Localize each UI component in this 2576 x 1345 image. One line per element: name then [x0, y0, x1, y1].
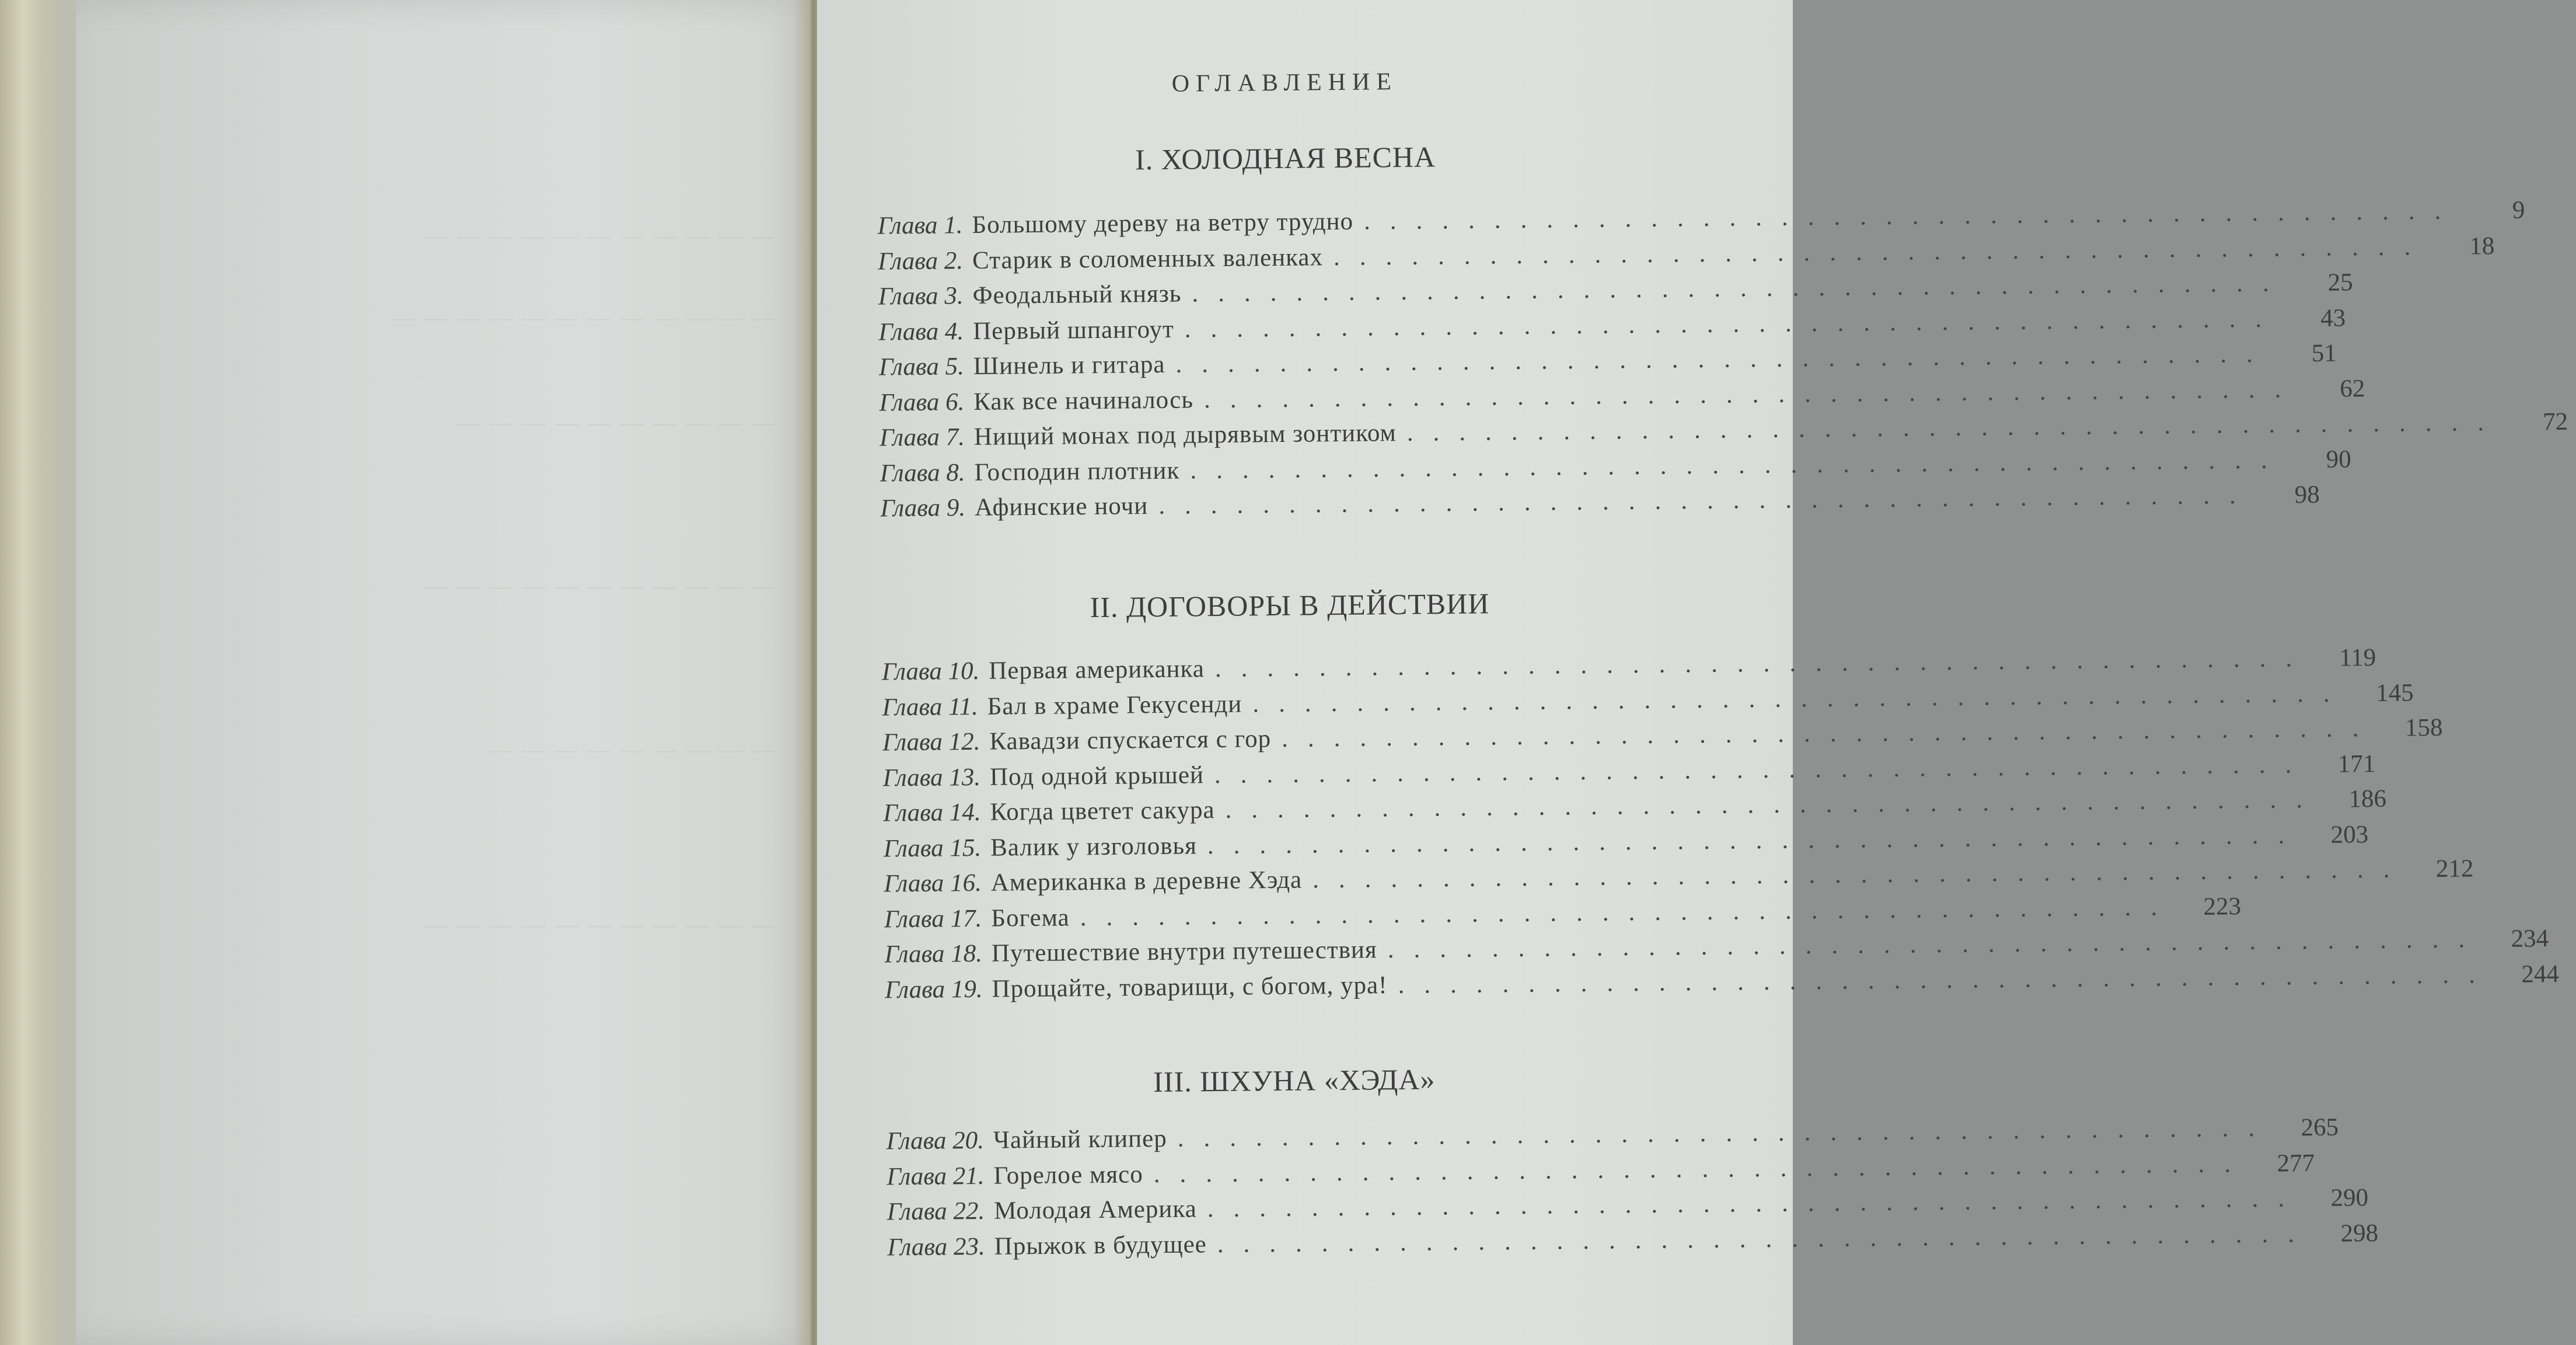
chapter-page: 171: [2337, 750, 2376, 778]
show-through-line: — — — — — — — — —: [490, 736, 776, 762]
chapter-title: Валик у изголовья: [990, 831, 1198, 862]
chapter-title: Первая американка: [989, 655, 1205, 685]
section-3-title: III. ШХУНА «ХЭДА»: [1153, 1062, 1436, 1099]
dot-leader: ..........................................: [1080, 893, 2177, 931]
chapter-page: 25: [2327, 269, 2353, 297]
chapter-title: Бал в храме Гекусенди: [987, 690, 1242, 720]
chapter-title: Старик в соломенных валенках: [972, 243, 1324, 274]
chapter-title: Путешествие внутри путешествия: [991, 936, 1377, 967]
section-2-chapters: [881, 643, 2560, 1011]
dot-leader: ..........................................: [1207, 1184, 2305, 1223]
chapter-row: [880, 480, 2320, 529]
dot-leader: ..........................................: [1177, 1114, 2275, 1152]
chapter-label: Глава 23.: [887, 1232, 986, 1262]
chapter-title: Нищий монах под дырявым зонтиком: [973, 419, 1397, 451]
chapter-label: Глава 20.: [886, 1126, 985, 1155]
dot-leader: ..........................................: [1203, 375, 2301, 413]
section-1-title: I. ХОЛОДНАЯ ВЕСНА: [1135, 140, 1436, 176]
chapter-label: Глава 3.: [878, 282, 964, 311]
chapter-page: 277: [2277, 1149, 2315, 1177]
left-page-blank: [76, 0, 811, 1345]
chapter-label: Глава 12.: [882, 727, 980, 757]
chapter-page: 9: [2512, 196, 2525, 224]
chapter-label: Глава 11.: [882, 692, 978, 722]
section-2-title: II. ДОГОВОРЫ В ДЕЙСТВИИ: [1090, 587, 1490, 624]
dot-leader: ..........................................: [1175, 340, 2273, 378]
chapter-label: Глава 2.: [878, 246, 964, 276]
chapter-label: Глава 15.: [883, 834, 982, 863]
dot-leader: ..........................................: [1158, 481, 2256, 520]
chapter-page: 234: [2511, 925, 2549, 953]
dot-leader: ..........................................: [1387, 925, 2485, 964]
chapter-title: Чайный клипер: [993, 1124, 1167, 1154]
chapter-title: Прощайте, товарищи, с богом, ура!: [992, 971, 1388, 1003]
dot-leader: ..........................................: [1363, 197, 2461, 235]
contents-heading: ОГЛАВЛЕНИЕ: [1171, 68, 1398, 97]
chapter-row: [885, 960, 2560, 1011]
chapter-page: 265: [2301, 1113, 2339, 1142]
chapter-page: 290: [2330, 1184, 2369, 1212]
chapter-page: 62: [2340, 374, 2365, 403]
chapter-page: 244: [2521, 960, 2560, 988]
chapter-page: 18: [2469, 232, 2495, 260]
chapter-title: Афинские ночи: [974, 492, 1149, 522]
dot-leader: ..........................................: [1214, 750, 2312, 789]
chapter-page: 203: [2330, 820, 2369, 849]
chapter-label: Глава 1.: [877, 211, 963, 240]
dot-leader: ..........................................: [1406, 408, 2504, 447]
section-3-chapters: [886, 1113, 2379, 1268]
chapter-title: Когда цветет сакура: [990, 796, 1215, 826]
chapter-title: Большому дереву на ветру трудно: [972, 207, 1354, 239]
chapter-label: Глава 21.: [886, 1162, 985, 1191]
chapter-label: Глава 5.: [878, 353, 965, 381]
chapter-label: Глава 8.: [879, 458, 965, 487]
chapter-page: 158: [2404, 713, 2443, 742]
dot-leader: ..........................................: [1214, 644, 2312, 683]
dot-leader: ..........................................: [1190, 445, 2287, 484]
chapter-title: Шинель и гитара: [973, 350, 1165, 381]
chapter-label: Глава 22.: [886, 1197, 985, 1226]
chapter-label: Глава 19.: [885, 975, 983, 1004]
chapter-page: 72: [2542, 407, 2568, 436]
chapter-title: Богема: [991, 904, 1070, 932]
chapter-label: Глава 14.: [883, 798, 981, 827]
chapter-label: Глава 6.: [879, 388, 965, 417]
dot-leader: ..........................................: [1192, 269, 2289, 308]
chapter-page: 98: [2294, 480, 2320, 509]
chapter-label: Глава 4.: [878, 317, 964, 346]
dot-leader: ..........................................: [1184, 305, 2282, 343]
chapter-page: 298: [2340, 1219, 2379, 1248]
chapter-title: Под одной крышей: [989, 761, 1205, 791]
dot-leader: ..........................................: [1252, 679, 2350, 717]
chapter-label: Глава 10.: [881, 657, 980, 686]
chapter-label: Глава 16.: [884, 869, 982, 898]
section-1-chapters: [877, 196, 2568, 529]
dot-leader: ..........................................: [1333, 232, 2431, 271]
chapter-label: Глава 18.: [884, 939, 983, 968]
chapter-page: 90: [2326, 445, 2351, 473]
chapter-title: Кавадзи спускается с гор: [989, 725, 1272, 755]
show-through-line: — — — — — — — — — — — —: [392, 304, 776, 330]
chapter-page: 212: [2435, 855, 2474, 883]
chapter-title: Американка в деревне Хэда: [990, 866, 1303, 897]
dot-leader: ..........................................: [1281, 714, 2379, 752]
chapter-label: Глава 13.: [882, 763, 981, 792]
dot-leader: ..........................................: [1217, 1219, 2315, 1258]
table-of-contents: [875, 0, 2568, 1262]
chapter-label: Глава 17.: [884, 904, 982, 933]
dot-leader: ..........................................: [1225, 785, 2323, 824]
chapter-row: [887, 1219, 2379, 1269]
show-through-line: — — — — — — — — — — —: [424, 222, 776, 249]
chapter-title: Молодая Америка: [993, 1195, 1197, 1225]
dot-leader: ..........................................: [1153, 1149, 2251, 1188]
dot-leader: ..........................................: [1398, 960, 2495, 999]
chapter-title: Первый шпангоут: [973, 315, 1175, 345]
chapter-page: 223: [2203, 892, 2242, 921]
chapter-page: 119: [2339, 643, 2376, 672]
chapter-label: Глава 7.: [879, 423, 965, 452]
chapter-title: Горелое мясо: [993, 1160, 1143, 1190]
chapter-title: Прыжок в будущее: [994, 1230, 1207, 1260]
dot-leader: ..........................................: [1207, 821, 2305, 859]
chapter-title: Как все начиналось: [973, 385, 1194, 416]
chapter-label: Глава 9.: [880, 494, 966, 522]
chapter-page: 145: [2376, 678, 2414, 707]
show-through-line: — — — — — — — — — —: [457, 409, 776, 435]
right-page-contents: [817, 0, 2568, 1345]
chapter-page: 186: [2348, 785, 2387, 813]
dot-leader: ..........................................: [1312, 855, 2410, 894]
show-through-line: — — — — — — — — — — —: [424, 573, 776, 599]
chapter-page: 51: [2311, 339, 2337, 368]
show-through-line: — — — — — — — — — — —: [424, 911, 776, 938]
chapter-title: Господин плотник: [974, 457, 1180, 486]
chapter-page: 43: [2320, 304, 2346, 332]
chapter-title: Феодальный князь: [972, 280, 1182, 310]
